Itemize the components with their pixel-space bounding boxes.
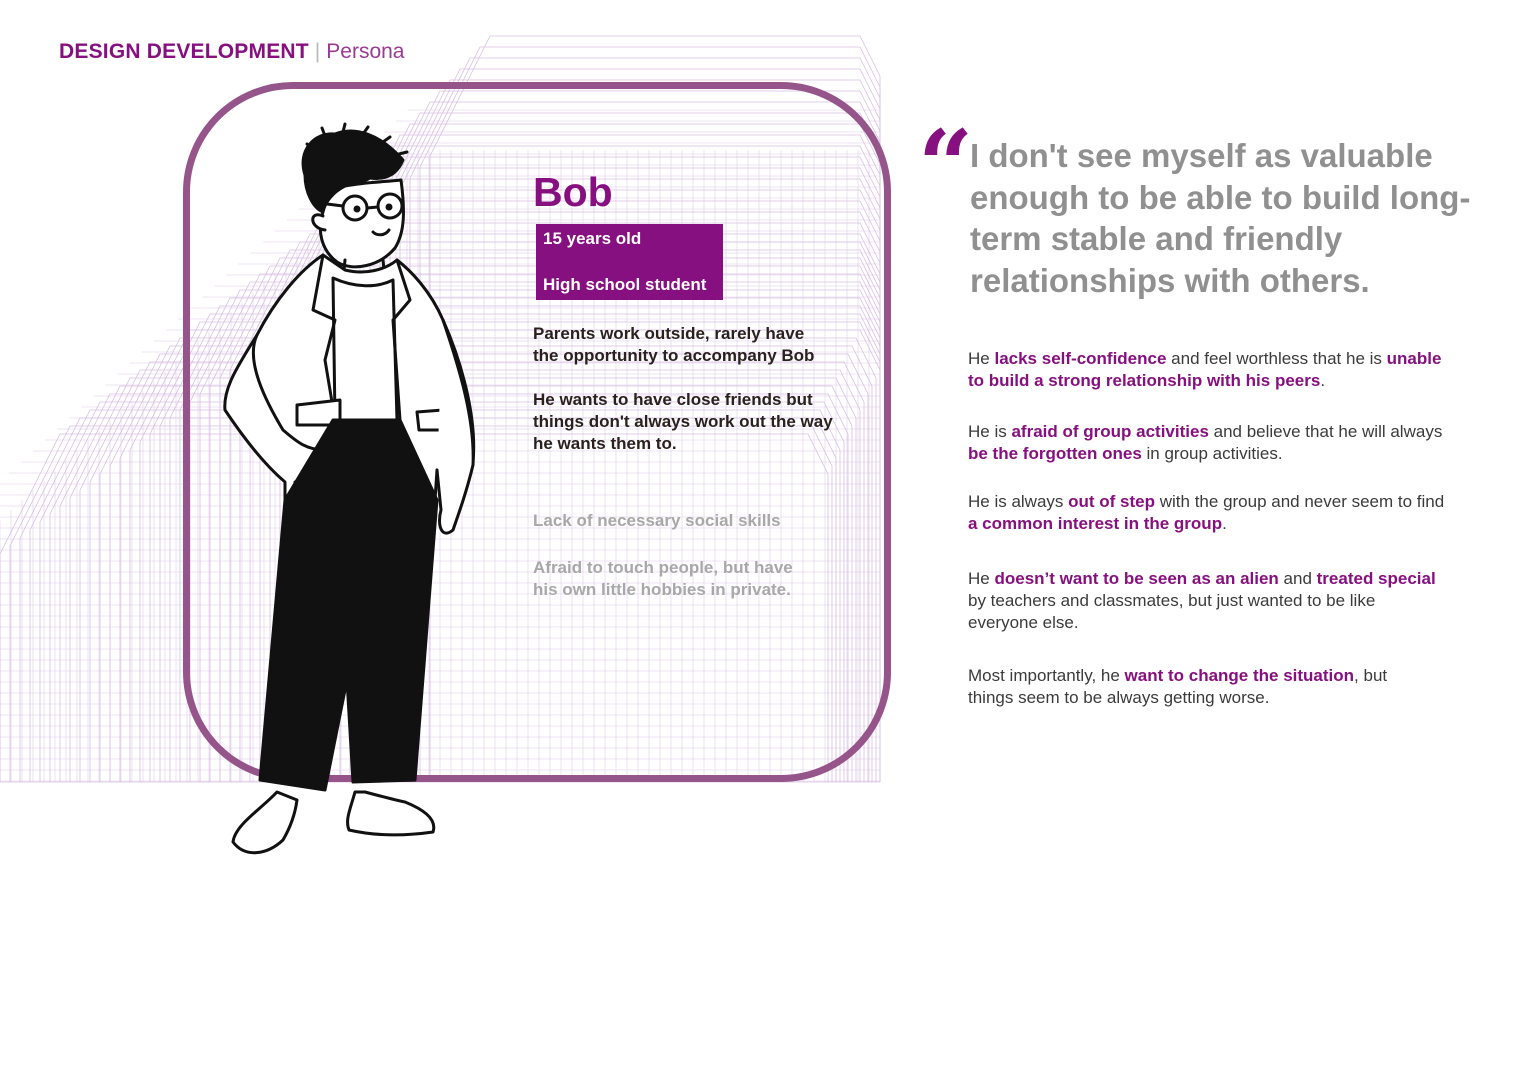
- persona-age: 15 years old: [543, 229, 642, 248]
- quote-mark-icon: “: [918, 109, 966, 222]
- persona-name: Bob: [533, 169, 613, 215]
- insight-segment: He: [968, 569, 995, 588]
- persona-trait-social-skills: Lack of necessary social skills: [533, 511, 781, 530]
- insight-highlight: doesn’t want to be seen as an alien: [994, 569, 1279, 588]
- insight-paragraph: [968, 665, 1428, 709]
- section-title: DESIGN DEVELOPMENT: [59, 40, 309, 63]
- insight-segment: by teachers and classmates, but just wanted to be like everyone else.: [968, 591, 1376, 632]
- insight-highlight: afraid of group activities: [1011, 422, 1209, 441]
- insight-segment: with the group and never seem to find: [1155, 492, 1445, 511]
- insight-highlight: unable to build a strong relationship with his peers: [968, 349, 1442, 390]
- insight-highlight: out of step: [1068, 492, 1156, 511]
- insight-segment: Most importantly, he: [968, 666, 1125, 685]
- insight-highlight: want to change the situation: [1124, 666, 1355, 685]
- insight-segment: He is always: [968, 492, 1069, 511]
- header-separator: |: [314, 40, 321, 63]
- right-shoe: [348, 792, 434, 835]
- insight-paragraph: [968, 491, 1448, 535]
- insight-paragraph: [968, 348, 1448, 392]
- insight-segment: in group activities.: [1141, 444, 1283, 463]
- insight-paragraph: [968, 568, 1438, 634]
- insight-segment: and believe that he will always: [1208, 422, 1443, 441]
- insight-segment: .: [1222, 514, 1227, 533]
- persona-trait-hobbies: Afraid to touch people, but have his own little hobbies in private.: [533, 558, 793, 599]
- insight-highlight: be the forgotten ones: [968, 444, 1142, 463]
- insight-highlight: treated special: [1316, 569, 1436, 588]
- persona-quote: I don't see myself as valuable enough to be able to build long-term stable and friendly relationships with others.: [970, 137, 1471, 299]
- insight-paragraph: [968, 421, 1448, 465]
- insight-segment: .: [1320, 371, 1326, 390]
- section-subtitle: Persona: [326, 40, 405, 63]
- persona-role: High school student: [543, 275, 707, 294]
- insight-segment: , but things seem to be always getting worse.: [968, 666, 1388, 707]
- insight-highlight: lacks self-confidence: [994, 349, 1167, 368]
- persona-wants: He wants to have close friends but things don't always work out the way he wants them to.: [533, 390, 833, 453]
- insight-highlight: a common interest in the group: [968, 514, 1223, 533]
- insight-segment: He is: [968, 422, 1012, 441]
- student-figure-illustration: [205, 120, 495, 865]
- insight-segment: and: [1278, 569, 1317, 588]
- persona-meta-box: [536, 224, 723, 300]
- insight-segment: He: [968, 349, 995, 368]
- left-shoe: [233, 792, 297, 853]
- insight-segment: and feel worthless that he is: [1166, 349, 1387, 368]
- persona-background: Parents work outside, rarely have the opportunity to accompany Bob: [533, 324, 815, 365]
